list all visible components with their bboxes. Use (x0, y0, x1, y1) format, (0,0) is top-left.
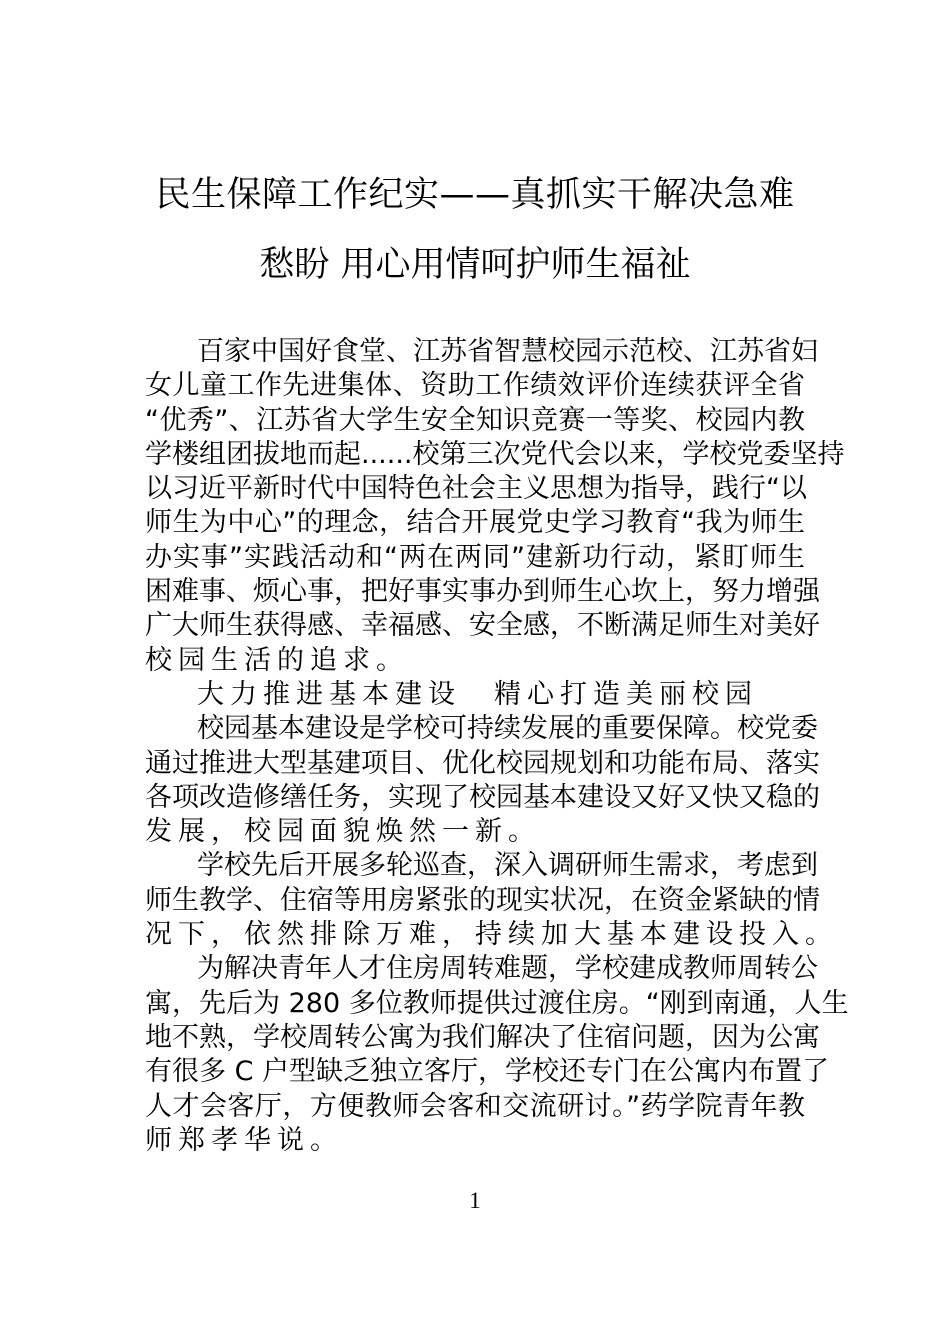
text-line: 办实事”实践活动和“两在两同”建新功行动，紧盯师生 (145, 541, 805, 573)
text-line: 校园生活的追求。 (145, 644, 409, 676)
paragraph (145, 712, 820, 849)
text-line: 百家中国好食堂、江苏省智慧校园示范校、江苏省妇 (197, 336, 818, 367)
text-line: 通过推进大型基建项目、优化校园规划和功能布局、落实 (145, 747, 820, 779)
text-line: 为解决青年人才住房周转难题，学校建成教师周转公 (197, 953, 818, 985)
text-line: 困难事、烦心事，把好事实事办到师生心坎上，努力增强 (145, 576, 820, 608)
document-title-line-2: 愁盼 用心用情呵护师生福祉 (259, 245, 691, 285)
section-heading (145, 678, 805, 712)
text-line: 人才会客厅，方便教师会客和交流研讨。”药学院青年教 (145, 1090, 805, 1122)
document-title-line-1: 民生保障工作纪实——真抓实干解决急难 (155, 175, 795, 215)
text-line: 有很多 C 户型缺乏独立客厅，学校还专门在公寓内布置了 (145, 1056, 830, 1088)
paragraph (145, 849, 838, 952)
text-line: 师郑孝华说。 (145, 1124, 343, 1156)
document-body (145, 335, 849, 1158)
paragraph (145, 335, 845, 678)
text-line: 校园基本建设是学校可持续发展的重要保障。校党委 (197, 713, 818, 745)
page-number: 1 (469, 1188, 481, 1213)
text-line: “优秀”、江苏省大学生安全知识竞赛一等奖、校园内教 (145, 404, 805, 436)
text-line: 学楼组团拔地而起......校第三次党代会以来，学校党委坚持 (145, 438, 845, 470)
paragraph (145, 952, 849, 1158)
text-line: 女儿童工作先进集体、资助工作绩效评价连续获评全省 (145, 370, 805, 402)
text-line: 寓，先后为 280 多位教师提供过渡住房。“刚到南通，人生 (145, 987, 849, 1019)
text-line: 发展，校园面貌焕然一新。 (145, 816, 541, 848)
text-line: 师生教学、住宿等用房紧张的现实状况，在资金紧缺的情 (145, 884, 820, 916)
text-line: 况下，依然排除万难，持续加大基本建设投入。 (145, 919, 838, 951)
text-line: 学校先后开展多轮巡查，深入调研师生需求，考虑到 (197, 850, 818, 882)
text-line: 师生为中心”的理念，结合开展党史学习教育“我为师生 (145, 507, 805, 539)
text-line: 地不熟，学校周转公寓为我们解决了住宿问题，因为公寓 (145, 1021, 820, 1053)
text-line: 大力推进基本建设 精心打造美丽校园 (197, 678, 758, 710)
text-line: 各项改造修缮任务，实现了校园基本建设又好又快又稳的 (145, 781, 820, 813)
text-line: 以习近平新时代中国特色社会主义思想为指导，践行“以 (145, 473, 807, 505)
text-line: 广大师生获得感、幸福感、安全感，不断满足师生对美好 (145, 610, 820, 642)
